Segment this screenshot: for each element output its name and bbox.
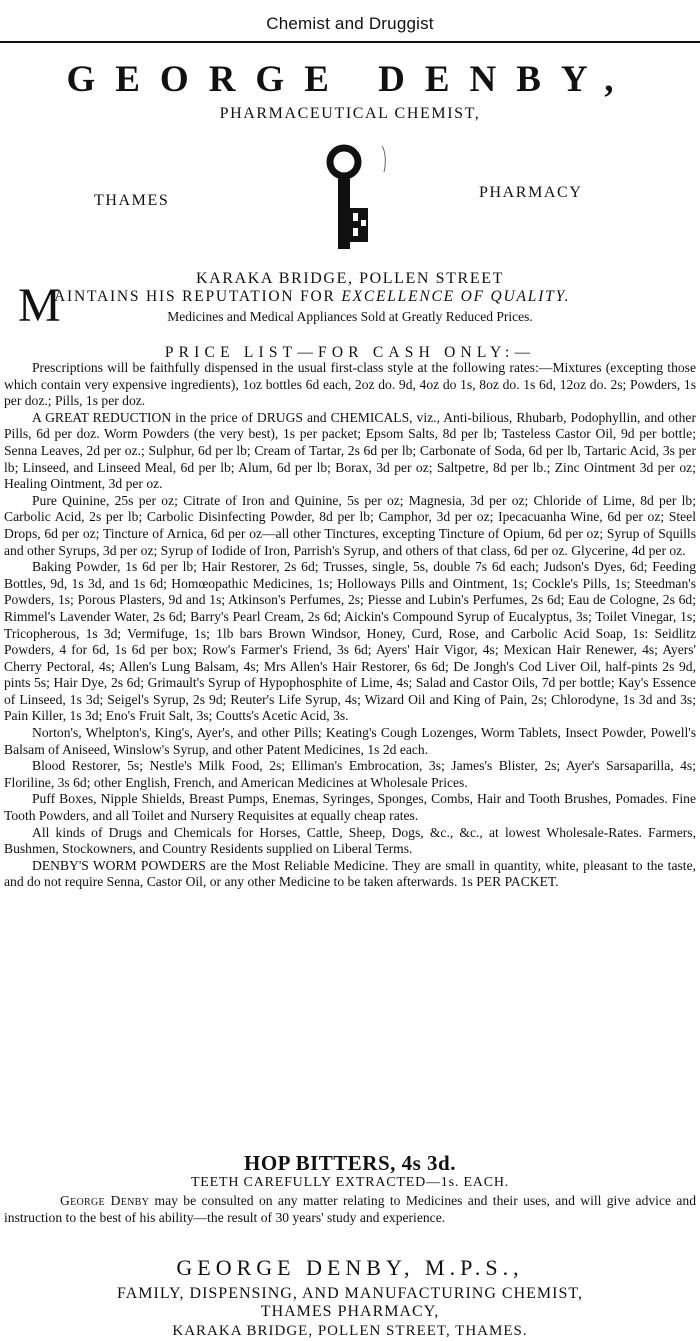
consultation-note <box>4 1193 696 1226</box>
teeth-extraction: TEETH CAREFULLY EXTRACTED—1s. EACH. <box>190 1175 510 1190</box>
proprietor-title: PHARMACEUTICAL CHEMIST, <box>219 105 481 122</box>
shop-address: KARAKA BRIDGE, POLLEN STREET <box>196 270 504 287</box>
thames-label: THAMES <box>94 192 170 209</box>
footer-profession: FAMILY, DISPENSING, AND MANUFACTURING CHEMIST, <box>117 1285 583 1302</box>
paragraph-worm-powders: DENBY'S WORM POWDERS are the Most Reliable Medicine. They are small in quantity, white, pleasant to the taste, and do not require Senna, Castor Oil, or any other Medicine to be taken afterwards. 1s PER PACKET. <box>4 857 696 890</box>
price-list-body <box>4 360 696 891</box>
reduced-prices-line: Medicines and Medical Appliances Sold at Greatly Reduced Prices. <box>167 309 533 324</box>
paragraph-drugs: A GREAT REDUCTION in the price of DRUGS and CHEMICALS, viz., Anti-bilious, Rhubarb, Podophyllin, and other Pills, 6d per doz. Worm Powders (the very best), 1s per packet; Epsom Salts, 8d per lb; Tasteless Castor Oil, 9d per bottle; Senna Leaves, 2d per oz.; Sulphur, 6d per lb; Cream of Tartar, 2s 6d per lb; Carbonate of Soda, 6d per lb, Tartaric Acid, 3s per lb; Linseed, and Linseed Meal, 6d per lb; Alum, 6d per lb; Borax, 3d per oz; Saltpetre, 8d per lb.; Zinc Ointment 3d per oz; Healing Ointment, 3d per oz. <box>4 409 696 492</box>
price-list-heading: PRICE LIST—FOR CASH ONLY:— <box>164 344 536 361</box>
paragraph-pills: Norton's, Whelpton's, King's, Ayer's, and other Pills; Keating's Cough Lozenges, Worm Tablets, Insect Powder, Powell's Balsam of Aniseed, Winslow's Syrup, and other Patent Medicines, 1s 2d each. <box>4 725 696 757</box>
footer-name: GEORGE DENBY, M.P.S., <box>176 1255 524 1280</box>
pharmacy-label: PHARMACY <box>479 184 583 201</box>
paragraph-quinine: Pure Quinine, 25s per oz; Citrate of Iron and Quinine, 5s per oz; Magnesia, 3d per oz; Chloride of Lime, 8d per lb; Carbolic Acid, 2s per lb; Carbolic Disinfecting Powder, 8d per lb; Camphor, 3d per oz; Ipecacuanha Wine, 6d per oz; Steel Drops, 6d per oz; Tincture of Arnica, 6d per oz—all other Tinctures, excepting Tincture of Opium, 6d per oz; Syrup of Squills and other Syrups, 3d per oz; Syrup of Iodide of Iron, Parrish's Syrup, and others of that class, 6d per oz. Glycerine, 4d per oz. <box>4 492 696 558</box>
consult-name: George Denby <box>60 1193 150 1208</box>
paragraph-blood-restorer: Blood Restorer, 5s; Nestle's Milk Food, 2s; Elliman's Embrocation, 3s; James's Blister, 2s; Ayer's Sarsaparilla, 4s; Floriline, 3s 6d; other English, French, and American Medicines at Wholesale Prices. <box>4 758 696 790</box>
footer-pharmacy: THAMES PHARMACY, <box>260 1303 440 1320</box>
proprietor-name: GEORGE DENBY, <box>66 59 634 100</box>
column-header: Chemist and Druggist <box>266 14 434 33</box>
drop-cap: M <box>18 279 61 332</box>
consult-text: may be consulted on any matter relating to Medicines and their uses, and will give advice and instruction to the best of his ability—the result of 30 years' study and experience. <box>4 1193 696 1225</box>
paragraph-prescriptions: Prescriptions will be faithfully dispensed in the usual first-class style at the following rates:—Mixtures (excepting those which contain very expensive ingredients), 1oz bottles 6d each, 2oz do. 9d, 4oz do 1s, 8oz do. 1s 6d, 12oz do. 2s; Powders, 1s per doz.; Pills, 1s per doz. <box>4 360 696 409</box>
footer-address: KARAKA BRIDGE, POLLEN STREET, THAMES. <box>172 1323 528 1339</box>
key-icon <box>300 142 390 254</box>
paragraph-livestock: All kinds of Drugs and Chemicals for Horses, Cattle, Sheep, Dogs, &c., &c., at lowest Wholesale-Rates. Farmers, Bushmen, Stockowners, and Country Residents supplied on Liberal Terms. <box>4 824 696 857</box>
reputation-line: AINTAINS HIS REPUTATION FOR EXCELLENCE OF QUALITY. <box>54 288 571 305</box>
paragraph-patent-goods: Baking Powder, 1s 6d per lb; Hair Restorer, 2s 6d; Trusses, single, 5s, double 7s 6d each; Judson's Dyes, 6d; Feeding Bottles, 9d, 1s 3d, and 1s 6d; Homœopathic Medicines, 1s; Holloways Pills and Ointment, 1s; Cockle's Pills, 1s; Steedman's Powders, 1s; Porous Plasters, 9d and 1s; Atkinson's Perfumes, 2s; Piesse and Lubin's Perfumes, 2s 6d; Eau de Cologne, 2s 6d; Rimmel's Lavender Water, 2s 6d; Barry's Pearl Cream, 2s 6d; Aickin's Compound Syrup of Eucalyptus, 3s; Toilet Vinegar, 1s; Tricopherous, 1s 3d; Vermifuge, 1s; 1lb bars Brown Windsor, Honey, Curd, Rose, and Carbolic Acid Soap, 1s: Seidlitz Powders, 4 for 6d, 1s 6d per box; Row's Farmer's Friend, 3s 6d; Ayers' Hair Vigor, 4s; Mexican Hair Renewer, 4s; Ayers' Cherry Pectoral, 4s; Allen's Lung Balsam, 4s; Mrs Allen's Hair Restorer, 6s 6d; De Jongh's Cod Liver Oil, half-pints 2s 9d, pints 5s; Hair Dye, 2s 6d; Grimault's Syrup of Hypophosphite of Lime, 4s; Salad and Castor Oils, 7d per bottle; Kay's Essence of Linseed, 1s 3d; Seigel's Syrup, 2s 9d; Reuter's Life Syrup, 4s; Wizard Oil and King of Pain, 2s; Chlorodyne, 1s 3d and 3s; Pain Killer, 1s 3d; Eno's Fruit Salt, 3s; Coutts's Acetic Acid, 3s. <box>4 559 696 724</box>
hop-bitters: HOP BITTERS, 4s 3d. <box>244 1151 456 1175</box>
header-rule <box>0 41 700 43</box>
paragraph-toilet: Puff Boxes, Nipple Shields, Breast Pumps, Enemas, Syringes, Sponges, Combs, Hair and Tooth Brushes, Pomades. Fine Tooth Powders, and all Toilet and Nursery Requisites at equally cheap rates. <box>4 791 696 824</box>
